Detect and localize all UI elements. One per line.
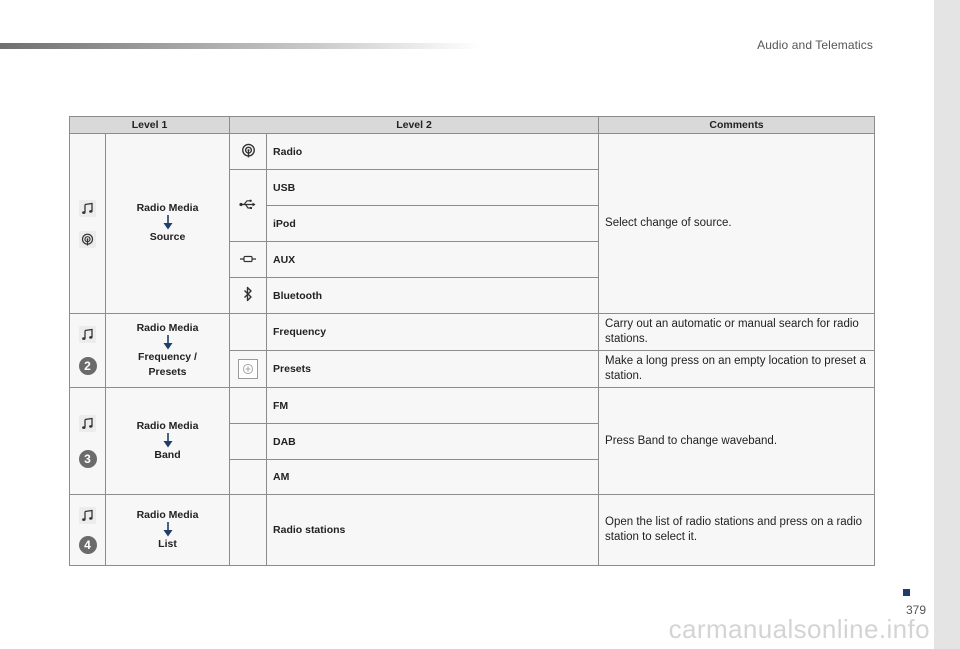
group-band-icons xyxy=(70,388,106,495)
level1-band xyxy=(106,388,230,495)
level1-name: Radio Media xyxy=(136,202,199,214)
bluetooth-icon xyxy=(243,286,253,302)
level2-radio: Radio xyxy=(267,134,599,170)
arrow-down-icon xyxy=(163,335,173,350)
comment-list: Open the list of radio stations and press on a radio station to select it. xyxy=(599,495,875,566)
level1-sub: Frequency / Presets xyxy=(138,350,197,378)
radio-icon xyxy=(241,143,256,158)
level2-fm: FM xyxy=(267,388,599,424)
comment-band: Press Band to change waveband. xyxy=(599,388,875,495)
level2-frequency: Frequency xyxy=(267,314,599,351)
table-header-row xyxy=(70,117,875,134)
step-badge: 4 xyxy=(79,536,97,554)
level2-bluetooth: Bluetooth xyxy=(267,278,599,314)
level1-source xyxy=(106,134,230,314)
table-row xyxy=(70,134,875,170)
arrow-down-icon xyxy=(163,522,173,537)
usb-icon-cell xyxy=(230,170,267,242)
page-edge-band xyxy=(934,0,960,649)
level2-aux: AUX xyxy=(267,242,599,278)
column-header-level2: Level 2 xyxy=(230,117,599,134)
empty-icon-cell xyxy=(230,424,267,460)
column-header-comments: Comments xyxy=(599,117,875,134)
aux-icon xyxy=(239,255,257,263)
bluetooth-icon-cell xyxy=(230,278,267,314)
level1-name: Radio Media xyxy=(136,321,199,334)
level1-list xyxy=(106,495,230,566)
presets-icon xyxy=(238,359,258,379)
level1-name: Radio Media xyxy=(136,419,199,432)
note-icon xyxy=(79,507,96,524)
group-list-icons xyxy=(70,495,106,566)
step-badge: 3 xyxy=(79,450,97,468)
column-header-level1: Level 1 xyxy=(70,117,230,134)
aux-icon-cell xyxy=(230,242,267,278)
step-badge: 2 xyxy=(79,357,97,375)
comment-frequency: Carry out an automatic or manual search for radio stations. xyxy=(599,314,875,351)
level2-presets: Presets xyxy=(267,351,599,388)
level2-radio-stations: Radio stations xyxy=(267,495,599,566)
presets-icon-cell xyxy=(230,351,267,388)
level2-dab: DAB xyxy=(267,424,599,460)
comment-source: Select change of source. xyxy=(599,134,875,314)
table-row xyxy=(70,388,875,424)
empty-icon-cell xyxy=(230,460,267,495)
note-icon xyxy=(79,326,96,343)
watermark: carmanualsonline.info xyxy=(668,614,930,644)
level1-sub: List xyxy=(158,537,177,550)
empty-icon-cell xyxy=(230,495,267,566)
radio-source-icon-cell xyxy=(230,134,267,170)
level2-am: AM xyxy=(267,460,599,495)
level1-name: Radio Media xyxy=(136,508,199,521)
level1-frequency-presets xyxy=(106,314,230,388)
page-number: 379 xyxy=(905,603,926,617)
table-row xyxy=(70,314,875,351)
usb-icon xyxy=(239,199,257,210)
note-icon xyxy=(79,415,96,432)
arrow-down-icon xyxy=(163,215,173,230)
radio-icon xyxy=(79,231,96,248)
table-row xyxy=(70,495,875,566)
radio-media-menu-table xyxy=(69,116,875,566)
comment-presets: Make a long press on an empty location to preset a station. xyxy=(599,351,875,388)
group-frequency-icons xyxy=(70,314,106,388)
page-marker xyxy=(903,589,910,596)
section-title: Audio and Telematics xyxy=(757,38,873,52)
empty-icon-cell xyxy=(230,314,267,351)
group-source-icons xyxy=(70,134,106,314)
level2-ipod: iPod xyxy=(267,206,599,242)
level1-sub: Source xyxy=(149,231,186,243)
level2-usb: USB xyxy=(267,170,599,206)
header-gradient-rule xyxy=(0,43,480,49)
arrow-down-icon xyxy=(163,433,173,448)
empty-icon-cell xyxy=(230,388,267,424)
note-icon xyxy=(79,200,96,217)
level1-sub: Band xyxy=(154,448,181,461)
